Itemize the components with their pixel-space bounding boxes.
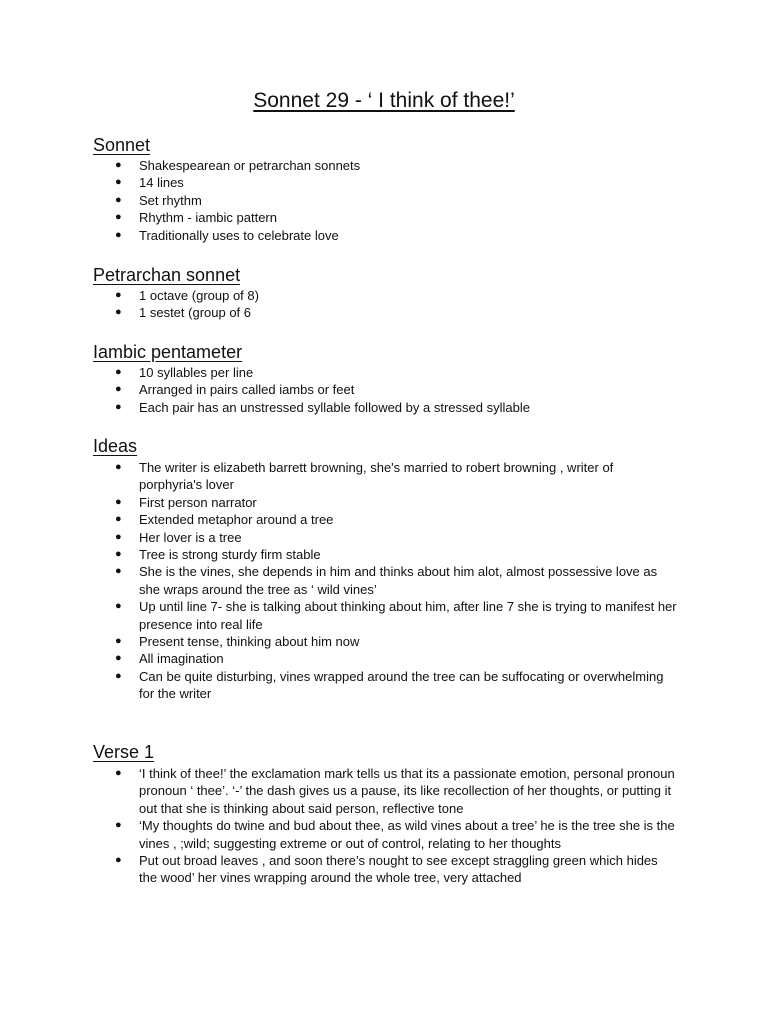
sonnet-list	[0, 157, 768, 244]
list-item: ● Rhythm - iambic pattern	[115, 210, 277, 226]
section-heading-iambic-pentameter: Iambic pentameter	[93, 342, 243, 362]
bullet-icon: ●	[115, 548, 122, 561]
list-item: ● Up until line 7- she is talking about thinking about him, after line 7 she is trying to manifest her presence into real life	[115, 599, 677, 632]
section-heading-ideas: Ideas	[93, 436, 138, 456]
bullet-icon: ●	[115, 193, 122, 206]
list-item: ● Each pair has an unstressed syllable followed by a stressed syllable	[115, 399, 530, 415]
list-item: ● Tree is strong sturdy firm stable	[115, 547, 321, 563]
list-item: ● Extended metaphor around a tree	[115, 512, 334, 528]
iambic-list	[0, 364, 768, 416]
bullet-icon: ●	[115, 635, 122, 648]
petrarchan-list	[0, 287, 768, 322]
section-heading-sonnet: Sonnet	[93, 135, 151, 155]
list-item: ● Shakespearean or petrarchan sonnets	[115, 158, 361, 173]
list-item: ● ‘My thoughts do twine and bud about thee, as wild vines about a tree’ he is the tree she is the vines , ;wild; suggesting extreme or out of control, relating to her thoughts	[115, 818, 675, 851]
bullet-icon: ●	[115, 366, 122, 378]
bullet-icon: ●	[115, 767, 122, 779]
list-item: ● First person narrator	[115, 494, 257, 510]
list-item: ● 1 octave (group of 8)	[115, 288, 259, 303]
list-item: ● Arranged in pairs called iambs or feet	[115, 382, 355, 398]
verse-1-list	[0, 765, 768, 887]
list-item: ● Present tense, thinking about him now	[115, 634, 360, 650]
document-title: Sonnet 29 - ‘ I think of thee!’	[253, 89, 515, 112]
list-item: ● 14 lines	[115, 175, 184, 191]
list-item: ● Set rhythm	[115, 192, 202, 208]
list-item: ● Her lover is a tree	[115, 529, 242, 545]
bullet-icon: ●	[115, 306, 122, 319]
bullet-icon: ●	[115, 383, 122, 396]
section-heading-petrarchan-sonnet: Petrarchan sonnet	[93, 265, 241, 285]
bullet-icon: ●	[115, 495, 122, 508]
list-item: ● Can be quite disturbing, vines wrapped around the tree can be suffocating or overwhelming for the writer	[115, 668, 664, 702]
section-heading-verse-1: Verse 1	[93, 742, 155, 762]
list-item: ● 1 sestet (group of 6	[115, 305, 252, 321]
bullet-icon: ●	[115, 289, 122, 301]
bullet-icon: ●	[115, 211, 122, 224]
bullet-icon: ●	[115, 513, 122, 526]
list-item: ● All imagination	[115, 651, 224, 667]
bullet-icon: ●	[115, 565, 122, 578]
bullet-icon: ●	[115, 228, 122, 241]
list-item: ● Traditionally uses to celebrate love	[115, 227, 339, 243]
bullet-icon: ●	[115, 159, 122, 171]
bullet-icon: ●	[115, 854, 122, 867]
list-item: ● She is the vines, she depends in him and thinks about him alot, almost possessive love as she wraps around the tree as ‘ wild vines’	[115, 564, 658, 597]
bullet-icon: ●	[115, 461, 122, 473]
bullet-icon: ●	[115, 176, 122, 189]
list-item: ● ‘I think of thee!’ the exclamation mark tells us that its a passionate emotion, personal pronoun pronoun ‘ thee’. ‘-’ the dash gives us a pause, its like recollection of her thoughts, or putting it out that she is thinking about said person, reflective tone	[115, 766, 675, 816]
bullet-icon: ●	[115, 530, 122, 543]
bullet-icon: ●	[115, 652, 122, 665]
ideas-list	[0, 459, 768, 703]
list-item: ● Put out broad leaves , and soon there’s nought to see except straggling green which hides the wood’ her vines wrapping around the whole tree, very attached	[115, 853, 658, 886]
bullet-icon: ●	[115, 819, 122, 832]
bullet-icon: ●	[115, 600, 122, 613]
list-item: ● The writer is elizabeth barrett browning, she's married to robert browning , writer of porphyria's lover	[115, 460, 614, 493]
list-item: ● 10 syllables per line	[115, 365, 254, 380]
bullet-icon: ●	[115, 400, 122, 413]
bullet-icon: ●	[115, 669, 122, 682]
